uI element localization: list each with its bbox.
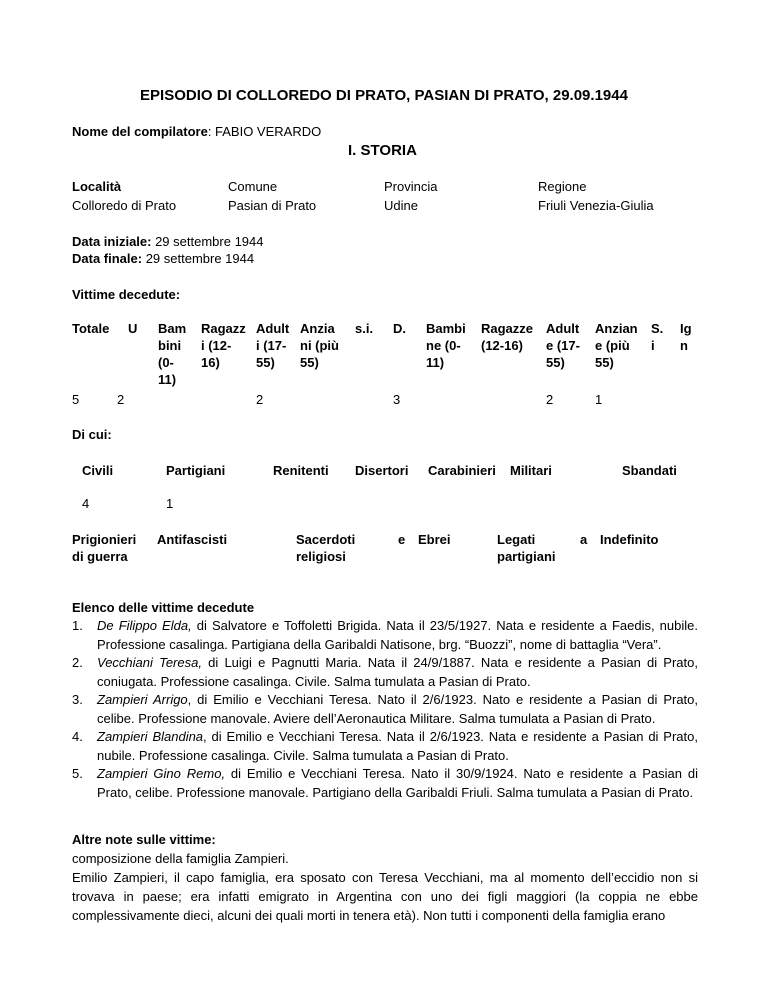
col-legati-a: a bbox=[580, 532, 588, 547]
col-si: s.i. bbox=[355, 321, 374, 336]
localita-label: Località bbox=[72, 179, 122, 194]
notes-heading: Altre note sulle vittime: bbox=[72, 832, 216, 847]
col-prigionieri-l2: di guerra bbox=[72, 549, 128, 564]
regione-value: Friuli Venezia-Giulia bbox=[538, 198, 654, 213]
start-date-label: Data iniziale: bbox=[72, 234, 152, 249]
victim-name: Zampieri Arrigo bbox=[97, 692, 188, 707]
col-anziane-l1: Anzian bbox=[595, 321, 638, 336]
col-anziani-m-l2: ni (più bbox=[300, 338, 339, 353]
col-sacerdoti bbox=[296, 531, 355, 565]
col-ign-l2: n bbox=[680, 338, 688, 353]
col-d: D. bbox=[393, 321, 406, 336]
di-cui-heading: Di cui: bbox=[72, 427, 112, 442]
col-ebrei: Ebrei bbox=[418, 532, 451, 547]
col-bambini-m-l1: Bam bbox=[158, 321, 187, 336]
col-ragazze-l2: (12-16) bbox=[481, 338, 523, 353]
col-ign bbox=[680, 320, 692, 354]
compiler-line bbox=[72, 124, 321, 139]
col-ign-l1: Ig bbox=[680, 321, 692, 336]
col-anziani-m-l3: 55) bbox=[300, 355, 319, 370]
victims-list bbox=[72, 617, 698, 802]
col-prigionieri bbox=[72, 531, 136, 565]
col-ragazze bbox=[481, 320, 533, 354]
col-adulti-m-l3: 55) bbox=[256, 355, 275, 370]
compiler-label: Nome del compilatore bbox=[72, 124, 208, 139]
section-title: I. STORIA bbox=[348, 142, 417, 159]
col-civili: Civili bbox=[82, 463, 114, 478]
col-legati bbox=[497, 531, 556, 565]
col-anziani-m-l1: Anzia bbox=[300, 321, 335, 336]
comune-value: Pasian di Prato bbox=[228, 198, 317, 213]
val-totale: 5 bbox=[72, 392, 80, 407]
col-sacerdoti-e: e bbox=[398, 532, 406, 547]
col-bambine-l1: Bambi bbox=[426, 321, 466, 336]
col-ragazzi-m bbox=[201, 320, 246, 371]
col-legati-l2: partigiani bbox=[497, 549, 556, 564]
col-adulte-l3: 55) bbox=[546, 355, 565, 370]
provincia-value: Udine bbox=[384, 198, 418, 213]
col-totale: Totale bbox=[72, 321, 110, 336]
col-bambini-m bbox=[158, 320, 186, 388]
col-anziane bbox=[595, 320, 638, 371]
col-ragazzi-m-l1: Ragazz bbox=[201, 321, 246, 336]
list-item bbox=[72, 728, 698, 765]
victim-name: De Filippo Elda, bbox=[97, 618, 192, 633]
col-legati-l1: Legati bbox=[497, 532, 536, 547]
list-item-number: 4. bbox=[72, 729, 83, 744]
compiler-value: : FABIO VERARDO bbox=[207, 124, 322, 139]
col-bambini-m-l3: (0- bbox=[158, 355, 174, 370]
victim-details: di Salvatore e Toffoletti Brigida. Nata il 23/5/1927. Nata e residente a Faedis, nubile. Professione casalinga. Partigiana della Garibaldi Natisone, brg. “Buozzi”, nome di battaglia “Vera”. bbox=[97, 618, 698, 652]
victim-name: Zampieri Gino Remo, bbox=[97, 766, 226, 781]
provincia-label: Provincia bbox=[384, 179, 438, 194]
val-partigiani: 1 bbox=[166, 496, 174, 511]
col-sacerdoti-l2: religiosi bbox=[296, 549, 346, 564]
victim-details: di Luigi e Pagnutti Maria. Nata il 24/9/1887. Nata e residente a Pasian di Prato, coniugata. Professione casalinga. Civile. Salma tumulata a Pasian di Prato. bbox=[97, 655, 698, 689]
col-u: U bbox=[128, 321, 138, 336]
col-adulte-l2: e (17- bbox=[546, 338, 580, 353]
end-date-value: 29 settembre 1944 bbox=[142, 251, 255, 266]
col-adulte-l1: Adult bbox=[546, 321, 580, 336]
col-bambine bbox=[426, 320, 466, 371]
list-heading: Elenco delle vittime decedute bbox=[72, 600, 255, 615]
col-antifascisti: Antifascisti bbox=[157, 532, 228, 547]
col-ragazzi-m-l2: i (12- bbox=[201, 338, 232, 353]
list-item-number: 2. bbox=[72, 655, 83, 670]
col-sbandati: Sbandati bbox=[622, 463, 677, 478]
col-ragazzi-m-l3: 16) bbox=[201, 355, 220, 370]
val-adulti-m: 2 bbox=[256, 392, 264, 407]
col-bambine-l3: 11) bbox=[426, 355, 445, 370]
col-adulti-m bbox=[256, 320, 289, 371]
col-militari: Militari bbox=[510, 463, 552, 478]
victim-name: Vecchiani Teresa, bbox=[97, 655, 202, 670]
list-item bbox=[72, 765, 698, 802]
start-date bbox=[72, 234, 264, 249]
col-ragazze-l1: Ragazze bbox=[481, 321, 534, 336]
col-adulti-m-l1: Adult bbox=[256, 321, 290, 336]
val-u: 2 bbox=[117, 392, 125, 407]
list-item bbox=[72, 617, 698, 654]
col-anziane-l2: e (più bbox=[595, 338, 630, 353]
victim-name: Zampieri Blandina bbox=[97, 729, 204, 744]
start-date-value: 29 settembre 1944 bbox=[151, 234, 264, 249]
victim-details: , di Emilio e Vecchiani Teresa. Nato il 2/6/1923. Nato e residente a Pasian di Prato, celibe. Professione manovale. Aviere dell’Aeronautica Militare. Salma tumulata a Pasian di Prato. bbox=[97, 692, 699, 726]
col-sacerdoti-l1: Sacerdoti bbox=[296, 532, 356, 547]
col-bambini-m-l2: bini bbox=[158, 338, 182, 353]
list-item-number: 1. bbox=[72, 618, 83, 633]
col-adulti-m-l2: i (17- bbox=[256, 338, 287, 353]
col-anziani-m bbox=[300, 320, 339, 371]
col-adulte bbox=[546, 320, 580, 371]
val-anziane: 1 bbox=[595, 392, 603, 407]
list-item bbox=[72, 654, 698, 691]
victims-heading: Vittime decedute: bbox=[72, 287, 181, 302]
val-d: 3 bbox=[393, 392, 401, 407]
list-item-number: 5. bbox=[72, 766, 83, 781]
col-anziane-l3: 55) bbox=[595, 355, 614, 370]
victim-details: di Emilio e Vecchiani Teresa. Nato il 30/9/1924. Nato e residente a Pasian di Prato, celibe. Professione manovale. Partigiano della Garibaldi Friuli. Salma tumulata a Pasian di Prato. bbox=[97, 766, 698, 800]
end-date-label: Data finale: bbox=[72, 251, 143, 266]
regione-label: Regione bbox=[538, 179, 587, 194]
col-bambine-l2: ne (0- bbox=[426, 338, 461, 353]
localita-value: Colloredo di Prato bbox=[72, 198, 177, 213]
comune-label: Comune bbox=[228, 179, 278, 194]
val-adulte: 2 bbox=[546, 392, 554, 407]
col-partigiani: Partigiani bbox=[166, 463, 226, 478]
col-si-2-l2: i bbox=[651, 338, 655, 353]
victim-details: , di Emilio e Vecchiani Teresa. Nata il 2/6/1923. Nata e residente a Pasian di Prato, nubile. Professione casalinga. Civile. Salma tumulata a Pasian di Prato. bbox=[97, 729, 698, 763]
end-date bbox=[72, 251, 254, 266]
col-bambini-m-l4: 11) bbox=[158, 372, 177, 387]
col-indefinito: Indefinito bbox=[600, 532, 659, 547]
list-item bbox=[72, 691, 698, 728]
col-disertori: Disertori bbox=[355, 463, 409, 478]
list-item-number: 3. bbox=[72, 692, 83, 707]
notes-paragraph: Emilio Zampieri, il capo famiglia, era sposato con Teresa Vecchiani, ma al momento dell’eccidio non si trovava in paese; era infatti emigrato in Argentina con uno dei figli maggiori (la coppia ne ebbe complessivamente dieci, alcuni dei quali morti in tenera età). Non tutti i componenti della famiglia erano bbox=[72, 870, 698, 923]
col-renitenti: Renitenti bbox=[273, 463, 329, 478]
notes-line: composizione della famiglia Zampieri. bbox=[72, 851, 289, 866]
col-prigionieri-l1: Prigionieri bbox=[72, 532, 137, 547]
col-carabinieri: Carabinieri bbox=[428, 463, 496, 478]
col-si-2 bbox=[651, 320, 663, 354]
page-title: EPISODIO DI COLLOREDO DI PRATO, PASIAN DI PRATO, 29.09.1944 bbox=[140, 87, 628, 104]
val-civili: 4 bbox=[82, 496, 90, 511]
col-si-2-l1: S. bbox=[651, 321, 664, 336]
